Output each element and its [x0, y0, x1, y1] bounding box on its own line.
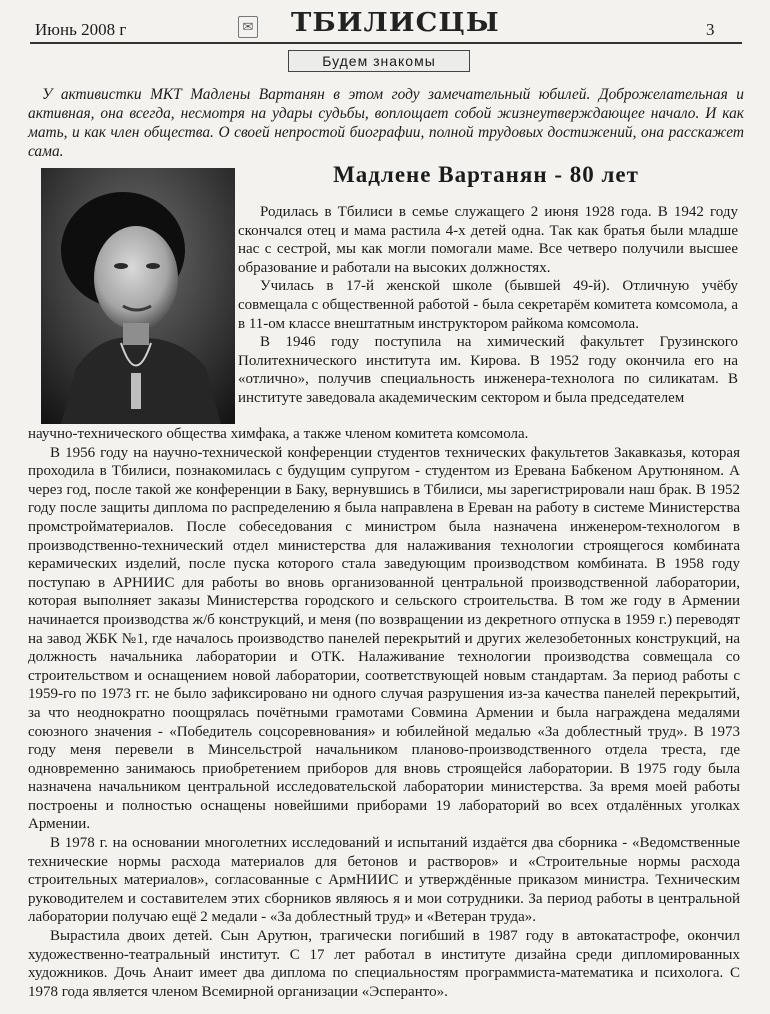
paragraph: В 1978 г. на основании многолетних исследований и испытаний издаётся два сборника - «Ведомственные технические нормы расхода материалов для бетонов и растворов» и «Строительные нормы расхода строительных материалов», согласованные с АрмНИИС и утверждённые приказом министра. Техническим руководителем и составителем этих сборников являюсь я и мои сотрудники. За период работы в центральной лаборатории получаю ещё 2 медали - «За доблестный труд» и «Ветеран труда».: [28, 835, 740, 926]
article-title: Мадлене Вартанян - 80 лет: [333, 162, 639, 187]
article-column: [238, 203, 738, 408]
newspaper-emblem-icon: ✉: [238, 16, 258, 38]
header-rule: [30, 42, 742, 44]
paragraph: В 1946 году поступила на химический факультет Грузинского Политехнического института им. Кирова. В 1952 году окончила его на «отлично», получив специальность инженера-технолога по силикатам. В институте заведовала академическим сектором и была председателем: [238, 334, 738, 406]
article-lead: У активистки МКТ Мадлены Вартанян в этом году замечательный юбилей. Доброжелательная и активная, она всегда, несмотря на удары судьбы, воплощает собой жизнеутверждающее начало. И как мать, и как член общества. О своей непростой биографии, полной трудовых достижений, она расскажет сама.: [28, 86, 744, 160]
paragraph: Вырастила двоих детей. Сын Арутюн, трагически погибший в 1987 году в автокатастрофе, окончил художественно-театральный институт. С 17 лет работал в институте дизайна среди дипломированных художников. Дочь Анаит имеет два диплома по специальностям программиста-математика и психолога. С 1978 года является членом Всемирной организации «Эсперанто».: [28, 928, 740, 1000]
paragraph: Училась в 17-й женской школе (бывшей 49-й). Отличную учёбу совмещала с общественной работой - была секретарём комитета комсомола, а в 11-ом классе внештатным инструктором райкома комсомола.: [238, 278, 738, 332]
issue-date: Июнь 2008 г: [35, 20, 127, 39]
paragraph: Родилась в Тбилиси в семье служащего 2 июня 1928 года. В 1942 году скончался отец и мама растила 4-х детей одна. Так как братья были младше нас с сестрой, мы как могли помогали маме. Все четверо получили высшее образование и работали на высоких должностях.: [238, 204, 738, 276]
portrait-photo: [41, 168, 235, 424]
paragraph: В 1956 году на научно-технической конференции студентов технических факультетов Закавказья, которая проходила в Тбилиси, познакомилась с будущим супругом - студентом из Еревана Бабкеном Арутюняном. А через год, после такой же конференции в Баку, вернувшись в Тбилиси, мы зарегистрировали наш брак. В 1952 году после защиты диплома по распределению я была направлена в Ереван на работу в системе Министерства промстройматериалов. После собеседования с министром была назначена инженером-технологом в производственно-технический отдел министерства для налаживания технологии строящегося комбината керамических изделий, после пуска которого стала заведующим производством комбината. В 1958 году поступаю в АРНИИС для работы во вновь организованной центральной производственной лаборатории, которая выполняет заказы Министерства городского и сельского строительства. В том же году в Армении начинается производства ж/б конструкций, и меня (по возвращении из декретного отпуска в 1959 г.) переводят на завод ЖБК №1, где началось производство панелей перекрытий и других железобетонных конструкций, на должность начальника лаборатории и ОТК. Налаживание технологии производства совмещала со строительством и оснащением новой лаборатории, соответствующей новым стандартам. За период работы с 1959-го по 1973 гг. не было зафиксировано ни одного случая разрушения из-за качества панелей перекрытий, за что неоднократно поощрялась почётными грамотами Совмина Армении и была награждена медалями союзного значения - «Победитель соцсоревнования» и юбилейной медалью «За доблестный труд». В 1973 году меня перевели в Минсельстрой начальником планово-производственного отдела треста, где одновременно занимаюсь приобретением приборов для вновь строящейся лаборатории. В 1975 году была назначена начальником центральной исследовательской лаборатории министерства. За время моей работы построены и полностью оснащены новейшими приборами 19 лабораторий во всех отдалённых уголках Армении.: [28, 444, 740, 833]
paragraph-continuation: научно-технического общества химфака, а также членом комитета комсомола.: [28, 426, 529, 442]
section-rubric: Будем знакомы: [288, 50, 470, 72]
page-number: 3: [706, 20, 715, 39]
article-body: [28, 425, 740, 1001]
page-header: [0, 0, 770, 72]
newspaper-logo: ТБИЛИСЦЫ: [291, 8, 500, 38]
